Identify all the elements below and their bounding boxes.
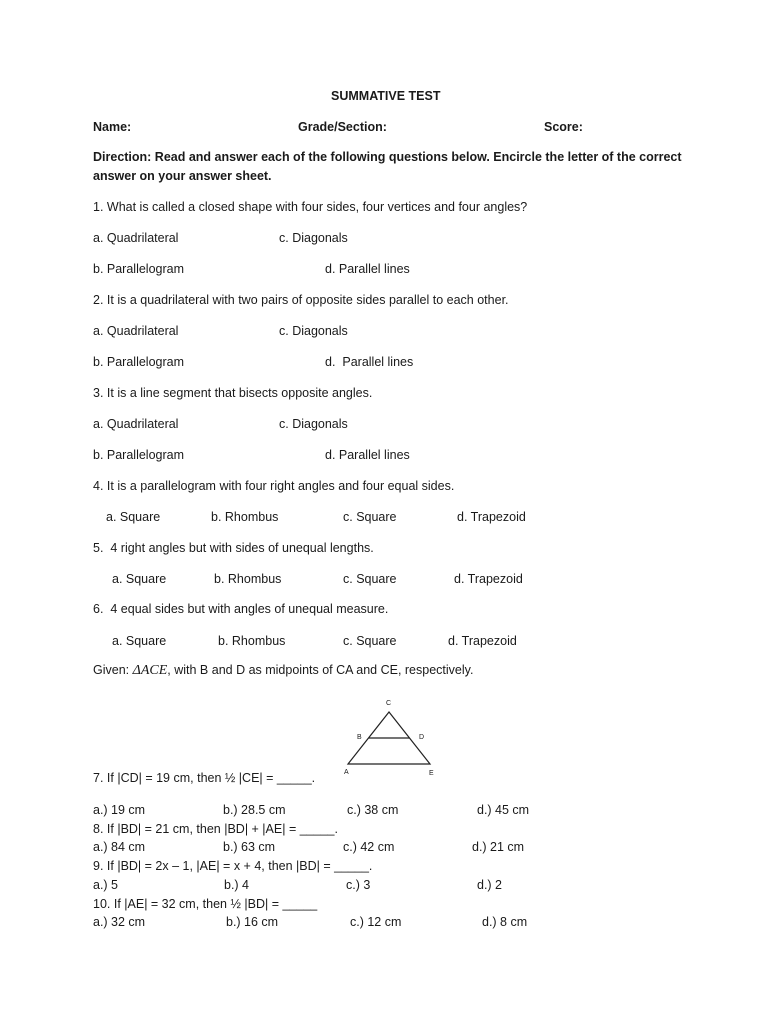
q6-option-a: a. Square bbox=[112, 634, 167, 648]
page-title: SUMMATIVE TEST bbox=[331, 89, 441, 103]
vertex-label-e: E bbox=[429, 770, 434, 777]
score-label: Score: bbox=[544, 120, 583, 134]
q6-option-d: d. Trapezoid bbox=[448, 634, 517, 648]
q1-option-b: b. Parallelogram bbox=[93, 262, 185, 276]
question-10: 10. If |AE| = 32 cm, then ½ |BD| = _____ bbox=[93, 897, 318, 911]
question-4: 4. It is a parallelogram with four right angles and four equal sides. bbox=[93, 479, 455, 493]
midpoint-label-d: D bbox=[419, 734, 425, 741]
q10-option-b: b.) 16 cm bbox=[226, 915, 279, 929]
question-3: 3. It is a line segment that bisects opposite angles. bbox=[93, 386, 373, 400]
q10-option-d: d.) 8 cm bbox=[482, 915, 528, 929]
given-prefix: Given: bbox=[93, 663, 133, 677]
given-statement bbox=[93, 664, 473, 678]
q1-option-c: c. Diagonals bbox=[279, 231, 348, 245]
question-5: 5. 4 right angles but with sides of unequal lengths. bbox=[93, 541, 374, 555]
q9-option-d: d.) 2 bbox=[477, 878, 503, 892]
q7-option-c: c.) 38 cm bbox=[347, 803, 399, 817]
q10-option-a: a.) 32 cm bbox=[93, 915, 146, 929]
q3-option-a: a. Quadrilateral bbox=[93, 417, 179, 431]
grade-section-label: Grade/Section: bbox=[298, 120, 387, 134]
q4-option-c: c. Square bbox=[343, 510, 397, 524]
q7-option-a: a.) 19 cm bbox=[93, 803, 146, 817]
q8-option-a: a.) 84 cm bbox=[93, 840, 146, 854]
q1-option-d: d. Parallel lines bbox=[325, 262, 410, 276]
q8-option-b: b.) 63 cm bbox=[223, 840, 276, 854]
given-suffix: , with B and D as midpoints of CA and CE, respectively. bbox=[167, 663, 474, 677]
q8-option-d: d.) 21 cm bbox=[472, 840, 525, 854]
q6-option-b: b. Rhombus bbox=[218, 634, 286, 648]
q2-option-c: c. Diagonals bbox=[279, 324, 348, 338]
q1-option-a: a. Quadrilateral bbox=[93, 231, 179, 245]
q7-option-d: d.) 45 cm bbox=[477, 803, 530, 817]
triangle-diagram bbox=[340, 697, 440, 779]
q9-option-a: a.) 5 bbox=[93, 878, 119, 892]
triangle-figure bbox=[340, 697, 440, 779]
vertex-label-a: A bbox=[344, 769, 349, 776]
q4-option-a: a. Square bbox=[106, 510, 161, 524]
q5-option-a: a. Square bbox=[112, 572, 167, 586]
question-2: 2. It is a quadrilateral with two pairs of opposite sides parallel to each other. bbox=[93, 293, 509, 307]
given-triangle: ΔACE bbox=[132, 663, 168, 678]
q5-option-c: c. Square bbox=[343, 572, 397, 586]
question-8: 8. If |BD| = 21 cm, then |BD| + |AE| = _____. bbox=[93, 822, 338, 836]
directions: Direction: Read and answer each of the following questions below. Encircle the letter of the correct answer on your answer sheet. bbox=[93, 150, 682, 183]
q3-option-c: c. Diagonals bbox=[279, 417, 348, 431]
q8-option-c: c.) 42 cm bbox=[343, 840, 395, 854]
question-1: 1. What is called a closed shape with four sides, four vertices and four angles? bbox=[93, 200, 528, 214]
q9-option-c: c.) 3 bbox=[346, 878, 371, 892]
q3-option-d: d. Parallel lines bbox=[325, 448, 410, 462]
q3-option-b: b. Parallelogram bbox=[93, 448, 185, 462]
question-7: 7. If |CD| = 19 cm, then ½ |CE| = _____. bbox=[93, 771, 316, 785]
vertex-label-c: C bbox=[386, 700, 392, 707]
q5-option-b: b. Rhombus bbox=[214, 572, 282, 586]
question-6: 6. 4 equal sides but with angles of unequal measure. bbox=[93, 602, 389, 616]
q2-option-b: b. Parallelogram bbox=[93, 355, 185, 369]
q4-option-b: b. Rhombus bbox=[211, 510, 279, 524]
q7-option-b: b.) 28.5 cm bbox=[223, 803, 286, 817]
q10-option-c: c.) 12 cm bbox=[350, 915, 402, 929]
question-9: 9. If |BD| = 2x – 1, |AE| = x + 4, then |BD| = _____. bbox=[93, 859, 373, 873]
midpoint-label-b: B bbox=[357, 734, 362, 741]
q2-option-a: a. Quadrilateral bbox=[93, 324, 179, 338]
q2-option-d: d. Parallel lines bbox=[325, 355, 414, 369]
q5-option-d: d. Trapezoid bbox=[454, 572, 523, 586]
q6-option-c: c. Square bbox=[343, 634, 397, 648]
q9-option-b: b.) 4 bbox=[224, 878, 250, 892]
name-label: Name: bbox=[93, 120, 132, 134]
q4-option-d: d. Trapezoid bbox=[457, 510, 526, 524]
